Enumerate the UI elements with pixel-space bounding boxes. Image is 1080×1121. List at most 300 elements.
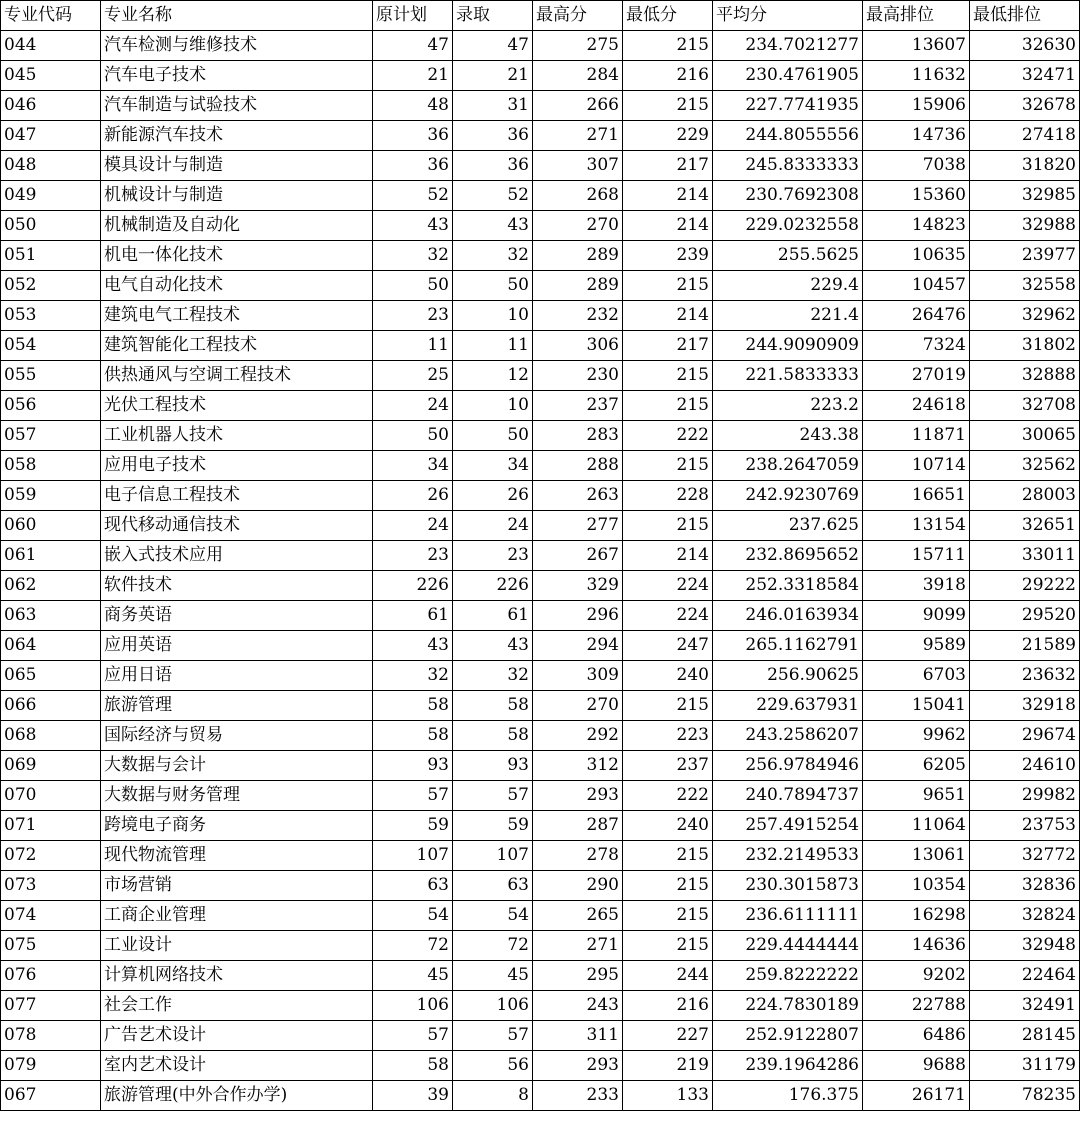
table-row — [1, 661, 1080, 691]
cell-major-code: 066 — [1, 691, 101, 721]
cell-highest-rank: 6703 — [863, 661, 970, 691]
cell-major-name: 应用英语 — [101, 631, 373, 661]
cell-lowest-rank: 27418 — [970, 121, 1080, 151]
cell-major-name: 软件技术 — [101, 571, 373, 601]
cell-lowest-score: 216 — [623, 61, 713, 91]
cell-lowest-score: 214 — [623, 541, 713, 571]
cell-major-name: 机械设计与制造 — [101, 181, 373, 211]
cell-lowest-score: 214 — [623, 181, 713, 211]
cell-major-code: 053 — [1, 301, 101, 331]
cell-lowest-rank: 32471 — [970, 61, 1080, 91]
cell-planned: 58 — [373, 721, 453, 751]
cell-planned: 52 — [373, 181, 453, 211]
cell-highest-score: 289 — [533, 241, 623, 271]
cell-major-code: 065 — [1, 661, 101, 691]
cell-planned: 36 — [373, 151, 453, 181]
cell-lowest-score: 237 — [623, 751, 713, 781]
cell-average-score: 221.5833333 — [713, 361, 863, 391]
cell-lowest-score: 219 — [623, 1051, 713, 1081]
cell-lowest-score: 215 — [623, 361, 713, 391]
cell-highest-rank: 9651 — [863, 781, 970, 811]
cell-major-name: 现代物流管理 — [101, 841, 373, 871]
cell-lowest-rank: 23632 — [970, 661, 1080, 691]
cell-major-code: 052 — [1, 271, 101, 301]
cell-planned: 21 — [373, 61, 453, 91]
table-row — [1, 1081, 1080, 1111]
cell-lowest-score: 215 — [623, 31, 713, 61]
cell-lowest-rank: 31820 — [970, 151, 1080, 181]
cell-highest-score: 288 — [533, 451, 623, 481]
cell-highest-score: 270 — [533, 211, 623, 241]
cell-planned: 106 — [373, 991, 453, 1021]
cell-highest-rank: 6486 — [863, 1021, 970, 1051]
table-row — [1, 841, 1080, 871]
cell-lowest-score: 215 — [623, 91, 713, 121]
cell-highest-score: 311 — [533, 1021, 623, 1051]
cell-lowest-score: 216 — [623, 991, 713, 1021]
cell-average-score: 252.3318584 — [713, 571, 863, 601]
cell-average-score: 245.8333333 — [713, 151, 863, 181]
cell-admitted: 59 — [453, 811, 533, 841]
cell-planned: 54 — [373, 901, 453, 931]
cell-major-name: 工业机器人技术 — [101, 421, 373, 451]
cell-admitted: 31 — [453, 91, 533, 121]
cell-lowest-rank: 32824 — [970, 901, 1080, 931]
cell-planned: 57 — [373, 1021, 453, 1051]
table-row — [1, 451, 1080, 481]
cell-highest-score: 284 — [533, 61, 623, 91]
table-row — [1, 91, 1080, 121]
cell-admitted: 52 — [453, 181, 533, 211]
table-row — [1, 181, 1080, 211]
cell-lowest-score: 215 — [623, 931, 713, 961]
cell-average-score: 252.9122807 — [713, 1021, 863, 1051]
cell-major-code: 059 — [1, 481, 101, 511]
cell-major-code: 056 — [1, 391, 101, 421]
cell-average-score: 230.3015873 — [713, 871, 863, 901]
cell-highest-score: 270 — [533, 691, 623, 721]
cell-lowest-rank: 28145 — [970, 1021, 1080, 1051]
cell-major-name: 建筑智能化工程技术 — [101, 331, 373, 361]
cell-admitted: 24 — [453, 511, 533, 541]
header-lowest-rank: 最低排位 — [970, 1, 1080, 31]
cell-major-name: 汽车检测与维修技术 — [101, 31, 373, 61]
cell-admitted: 23 — [453, 541, 533, 571]
table-row — [1, 241, 1080, 271]
cell-planned: 47 — [373, 31, 453, 61]
cell-highest-rank: 15360 — [863, 181, 970, 211]
cell-major-code: 049 — [1, 181, 101, 211]
table-row — [1, 901, 1080, 931]
table-row — [1, 271, 1080, 301]
cell-admitted: 36 — [453, 121, 533, 151]
cell-highest-score: 266 — [533, 91, 623, 121]
cell-highest-rank: 14636 — [863, 931, 970, 961]
header-major-name: 专业名称 — [101, 1, 373, 31]
table-row — [1, 421, 1080, 451]
cell-planned: 23 — [373, 301, 453, 331]
cell-major-name: 商务英语 — [101, 601, 373, 631]
table-row — [1, 931, 1080, 961]
cell-highest-rank: 10354 — [863, 871, 970, 901]
cell-major-code: 073 — [1, 871, 101, 901]
cell-highest-rank: 11064 — [863, 811, 970, 841]
cell-admitted: 43 — [453, 631, 533, 661]
cell-major-name: 国际经济与贸易 — [101, 721, 373, 751]
cell-planned: 36 — [373, 121, 453, 151]
cell-lowest-rank: 28003 — [970, 481, 1080, 511]
cell-planned: 59 — [373, 811, 453, 841]
cell-lowest-score: 224 — [623, 571, 713, 601]
cell-average-score: 236.6111111 — [713, 901, 863, 931]
cell-average-score: 176.375 — [713, 1081, 863, 1111]
cell-planned: 39 — [373, 1081, 453, 1111]
cell-average-score: 238.2647059 — [713, 451, 863, 481]
cell-highest-rank: 14823 — [863, 211, 970, 241]
table-header-row — [1, 1, 1080, 31]
cell-planned: 11 — [373, 331, 453, 361]
cell-admitted: 54 — [453, 901, 533, 931]
cell-lowest-score: 247 — [623, 631, 713, 661]
cell-average-score: 256.90625 — [713, 661, 863, 691]
cell-lowest-rank: 32988 — [970, 211, 1080, 241]
cell-lowest-rank: 32772 — [970, 841, 1080, 871]
cell-highest-rank: 27019 — [863, 361, 970, 391]
cell-average-score: 232.8695652 — [713, 541, 863, 571]
table-row — [1, 871, 1080, 901]
cell-highest-score: 263 — [533, 481, 623, 511]
cell-highest-score: 230 — [533, 361, 623, 391]
cell-planned: 43 — [373, 211, 453, 241]
cell-lowest-rank: 32948 — [970, 931, 1080, 961]
cell-highest-rank: 9202 — [863, 961, 970, 991]
cell-major-name: 广告艺术设计 — [101, 1021, 373, 1051]
cell-highest-rank: 16651 — [863, 481, 970, 511]
cell-major-code: 061 — [1, 541, 101, 571]
cell-average-score: 229.637931 — [713, 691, 863, 721]
cell-average-score: 255.5625 — [713, 241, 863, 271]
header-highest-rank: 最高排位 — [863, 1, 970, 31]
table-row — [1, 151, 1080, 181]
table-row — [1, 601, 1080, 631]
cell-average-score: 257.4915254 — [713, 811, 863, 841]
cell-highest-score: 293 — [533, 781, 623, 811]
cell-major-name: 供热通风与空调工程技术 — [101, 361, 373, 391]
cell-lowest-rank: 32678 — [970, 91, 1080, 121]
table-row — [1, 721, 1080, 751]
cell-major-code: 054 — [1, 331, 101, 361]
cell-major-code: 062 — [1, 571, 101, 601]
table-row — [1, 541, 1080, 571]
cell-highest-rank: 10457 — [863, 271, 970, 301]
cell-lowest-score: 239 — [623, 241, 713, 271]
cell-highest-score: 296 — [533, 601, 623, 631]
cell-planned: 57 — [373, 781, 453, 811]
table-row — [1, 1051, 1080, 1081]
cell-average-score: 227.7741935 — [713, 91, 863, 121]
cell-admitted: 10 — [453, 301, 533, 331]
cell-planned: 25 — [373, 361, 453, 391]
cell-major-code: 045 — [1, 61, 101, 91]
cell-major-code: 074 — [1, 901, 101, 931]
cell-highest-score: 277 — [533, 511, 623, 541]
cell-highest-score: 293 — [533, 1051, 623, 1081]
cell-planned: 26 — [373, 481, 453, 511]
cell-planned: 58 — [373, 691, 453, 721]
cell-highest-rank: 24618 — [863, 391, 970, 421]
cell-major-name: 光伏工程技术 — [101, 391, 373, 421]
cell-highest-rank: 14736 — [863, 121, 970, 151]
cell-lowest-rank: 32888 — [970, 361, 1080, 391]
cell-lowest-rank: 32708 — [970, 391, 1080, 421]
cell-highest-rank: 15041 — [863, 691, 970, 721]
cell-average-score: 239.1964286 — [713, 1051, 863, 1081]
cell-admitted: 12 — [453, 361, 533, 391]
cell-major-code: 068 — [1, 721, 101, 751]
cell-major-code: 072 — [1, 841, 101, 871]
table-row — [1, 301, 1080, 331]
cell-admitted: 36 — [453, 151, 533, 181]
cell-admitted: 11 — [453, 331, 533, 361]
cell-major-code: 048 — [1, 151, 101, 181]
cell-average-score: 229.4 — [713, 271, 863, 301]
cell-major-code: 055 — [1, 361, 101, 391]
cell-lowest-rank: 32918 — [970, 691, 1080, 721]
table-row — [1, 751, 1080, 781]
cell-major-name: 机械制造及自动化 — [101, 211, 373, 241]
cell-lowest-score: 223 — [623, 721, 713, 751]
cell-planned: 58 — [373, 1051, 453, 1081]
cell-lowest-score: 222 — [623, 781, 713, 811]
cell-lowest-score: 215 — [623, 901, 713, 931]
cell-major-name: 模具设计与制造 — [101, 151, 373, 181]
cell-lowest-rank: 31179 — [970, 1051, 1080, 1081]
cell-lowest-score: 229 — [623, 121, 713, 151]
table-row — [1, 571, 1080, 601]
cell-major-code: 057 — [1, 421, 101, 451]
cell-planned: 107 — [373, 841, 453, 871]
cell-highest-score: 233 — [533, 1081, 623, 1111]
cell-lowest-rank: 23753 — [970, 811, 1080, 841]
cell-highest-score: 267 — [533, 541, 623, 571]
cell-lowest-score: 215 — [623, 841, 713, 871]
cell-average-score: 221.4 — [713, 301, 863, 331]
cell-lowest-score: 133 — [623, 1081, 713, 1111]
cell-lowest-rank: 78235 — [970, 1081, 1080, 1111]
cell-major-code: 067 — [1, 1081, 101, 1111]
cell-admitted: 32 — [453, 661, 533, 691]
cell-major-code: 046 — [1, 91, 101, 121]
cell-major-name: 市场营销 — [101, 871, 373, 901]
cell-lowest-rank: 32836 — [970, 871, 1080, 901]
cell-highest-score: 275 — [533, 31, 623, 61]
cell-lowest-rank: 33011 — [970, 541, 1080, 571]
cell-lowest-score: 217 — [623, 151, 713, 181]
cell-major-code: 060 — [1, 511, 101, 541]
cell-major-name: 应用日语 — [101, 661, 373, 691]
cell-lowest-score: 215 — [623, 871, 713, 901]
table-row — [1, 691, 1080, 721]
cell-average-score: 246.0163934 — [713, 601, 863, 631]
cell-lowest-score: 215 — [623, 391, 713, 421]
cell-average-score: 242.9230769 — [713, 481, 863, 511]
cell-planned: 226 — [373, 571, 453, 601]
cell-major-name: 应用电子技术 — [101, 451, 373, 481]
cell-major-code: 071 — [1, 811, 101, 841]
cell-lowest-rank: 29674 — [970, 721, 1080, 751]
cell-highest-rank: 15711 — [863, 541, 970, 571]
cell-major-name: 大数据与会计 — [101, 751, 373, 781]
cell-major-name: 计算机网络技术 — [101, 961, 373, 991]
cell-planned: 72 — [373, 931, 453, 961]
cell-admitted: 56 — [453, 1051, 533, 1081]
cell-admitted: 63 — [453, 871, 533, 901]
cell-highest-rank: 16298 — [863, 901, 970, 931]
cell-major-code: 076 — [1, 961, 101, 991]
cell-planned: 48 — [373, 91, 453, 121]
table-row — [1, 631, 1080, 661]
cell-average-score: 244.8055556 — [713, 121, 863, 151]
cell-average-score: 243.38 — [713, 421, 863, 451]
cell-lowest-score: 215 — [623, 511, 713, 541]
cell-average-score: 232.2149533 — [713, 841, 863, 871]
cell-highest-rank: 7324 — [863, 331, 970, 361]
cell-admitted: 8 — [453, 1081, 533, 1111]
cell-planned: 23 — [373, 541, 453, 571]
cell-average-score: 240.7894737 — [713, 781, 863, 811]
cell-highest-score: 290 — [533, 871, 623, 901]
cell-major-name: 社会工作 — [101, 991, 373, 1021]
cell-planned: 34 — [373, 451, 453, 481]
cell-lowest-rank: 32491 — [970, 991, 1080, 1021]
cell-planned: 63 — [373, 871, 453, 901]
cell-highest-rank: 7038 — [863, 151, 970, 181]
cell-highest-rank: 15906 — [863, 91, 970, 121]
cell-major-name: 现代移动通信技术 — [101, 511, 373, 541]
cell-highest-rank: 3918 — [863, 571, 970, 601]
cell-planned: 32 — [373, 241, 453, 271]
cell-lowest-rank: 31802 — [970, 331, 1080, 361]
cell-lowest-score: 240 — [623, 661, 713, 691]
cell-major-name: 电子信息工程技术 — [101, 481, 373, 511]
cell-average-score: 243.2586207 — [713, 721, 863, 751]
cell-admitted: 226 — [453, 571, 533, 601]
cell-admitted: 45 — [453, 961, 533, 991]
cell-highest-rank: 13061 — [863, 841, 970, 871]
cell-admitted: 50 — [453, 271, 533, 301]
cell-lowest-score: 224 — [623, 601, 713, 631]
cell-lowest-rank: 32651 — [970, 511, 1080, 541]
cell-planned: 50 — [373, 421, 453, 451]
cell-major-name: 工业设计 — [101, 931, 373, 961]
cell-lowest-score: 214 — [623, 301, 713, 331]
cell-lowest-score: 222 — [623, 421, 713, 451]
cell-admitted: 58 — [453, 721, 533, 751]
cell-planned: 50 — [373, 271, 453, 301]
cell-highest-score: 271 — [533, 121, 623, 151]
cell-major-code: 069 — [1, 751, 101, 781]
cell-planned: 32 — [373, 661, 453, 691]
cell-highest-score: 312 — [533, 751, 623, 781]
cell-admitted: 61 — [453, 601, 533, 631]
cell-admitted: 93 — [453, 751, 533, 781]
cell-highest-score: 265 — [533, 901, 623, 931]
cell-major-name: 旅游管理 — [101, 691, 373, 721]
cell-highest-score: 237 — [533, 391, 623, 421]
cell-highest-rank: 22788 — [863, 991, 970, 1021]
cell-lowest-score: 215 — [623, 451, 713, 481]
cell-highest-score: 278 — [533, 841, 623, 871]
cell-admitted: 34 — [453, 451, 533, 481]
table-row — [1, 331, 1080, 361]
cell-major-name: 大数据与财务管理 — [101, 781, 373, 811]
cell-highest-score: 289 — [533, 271, 623, 301]
cell-admitted: 50 — [453, 421, 533, 451]
cell-lowest-rank: 23977 — [970, 241, 1080, 271]
cell-lowest-score: 214 — [623, 211, 713, 241]
header-planned: 原计划 — [373, 1, 453, 31]
cell-lowest-score: 244 — [623, 961, 713, 991]
cell-highest-score: 243 — [533, 991, 623, 1021]
cell-lowest-rank: 29982 — [970, 781, 1080, 811]
cell-highest-score: 287 — [533, 811, 623, 841]
header-average-score: 平均分 — [713, 1, 863, 31]
table-row — [1, 811, 1080, 841]
cell-highest-score: 294 — [533, 631, 623, 661]
table-row — [1, 781, 1080, 811]
cell-major-code: 047 — [1, 121, 101, 151]
cell-average-score: 229.4444444 — [713, 931, 863, 961]
cell-average-score: 237.625 — [713, 511, 863, 541]
cell-admitted: 107 — [453, 841, 533, 871]
cell-major-name: 电气自动化技术 — [101, 271, 373, 301]
cell-lowest-rank: 32562 — [970, 451, 1080, 481]
cell-major-name: 工商企业管理 — [101, 901, 373, 931]
cell-highest-rank: 13154 — [863, 511, 970, 541]
cell-major-code: 051 — [1, 241, 101, 271]
table-row — [1, 391, 1080, 421]
cell-average-score: 234.7021277 — [713, 31, 863, 61]
cell-planned: 61 — [373, 601, 453, 631]
cell-lowest-rank: 32558 — [970, 271, 1080, 301]
cell-highest-score: 295 — [533, 961, 623, 991]
cell-highest-score: 283 — [533, 421, 623, 451]
cell-major-name: 旅游管理(中外合作办学) — [101, 1081, 373, 1111]
cell-admitted: 72 — [453, 931, 533, 961]
header-major-code: 专业代码 — [1, 1, 101, 31]
cell-major-name: 建筑电气工程技术 — [101, 301, 373, 331]
cell-average-score: 229.0232558 — [713, 211, 863, 241]
cell-major-name: 嵌入式技术应用 — [101, 541, 373, 571]
cell-major-code: 075 — [1, 931, 101, 961]
cell-lowest-score: 215 — [623, 271, 713, 301]
cell-admitted: 26 — [453, 481, 533, 511]
table-row — [1, 961, 1080, 991]
cell-highest-rank: 9688 — [863, 1051, 970, 1081]
cell-major-name: 机电一体化技术 — [101, 241, 373, 271]
cell-highest-score: 268 — [533, 181, 623, 211]
cell-average-score: 224.7830189 — [713, 991, 863, 1021]
cell-major-name: 跨境电子商务 — [101, 811, 373, 841]
cell-major-code: 063 — [1, 601, 101, 631]
table-row — [1, 991, 1080, 1021]
cell-highest-score: 329 — [533, 571, 623, 601]
cell-lowest-rank: 30065 — [970, 421, 1080, 451]
cell-admitted: 106 — [453, 991, 533, 1021]
cell-major-code: 064 — [1, 631, 101, 661]
cell-highest-score: 309 — [533, 661, 623, 691]
header-admitted: 录取 — [453, 1, 533, 31]
